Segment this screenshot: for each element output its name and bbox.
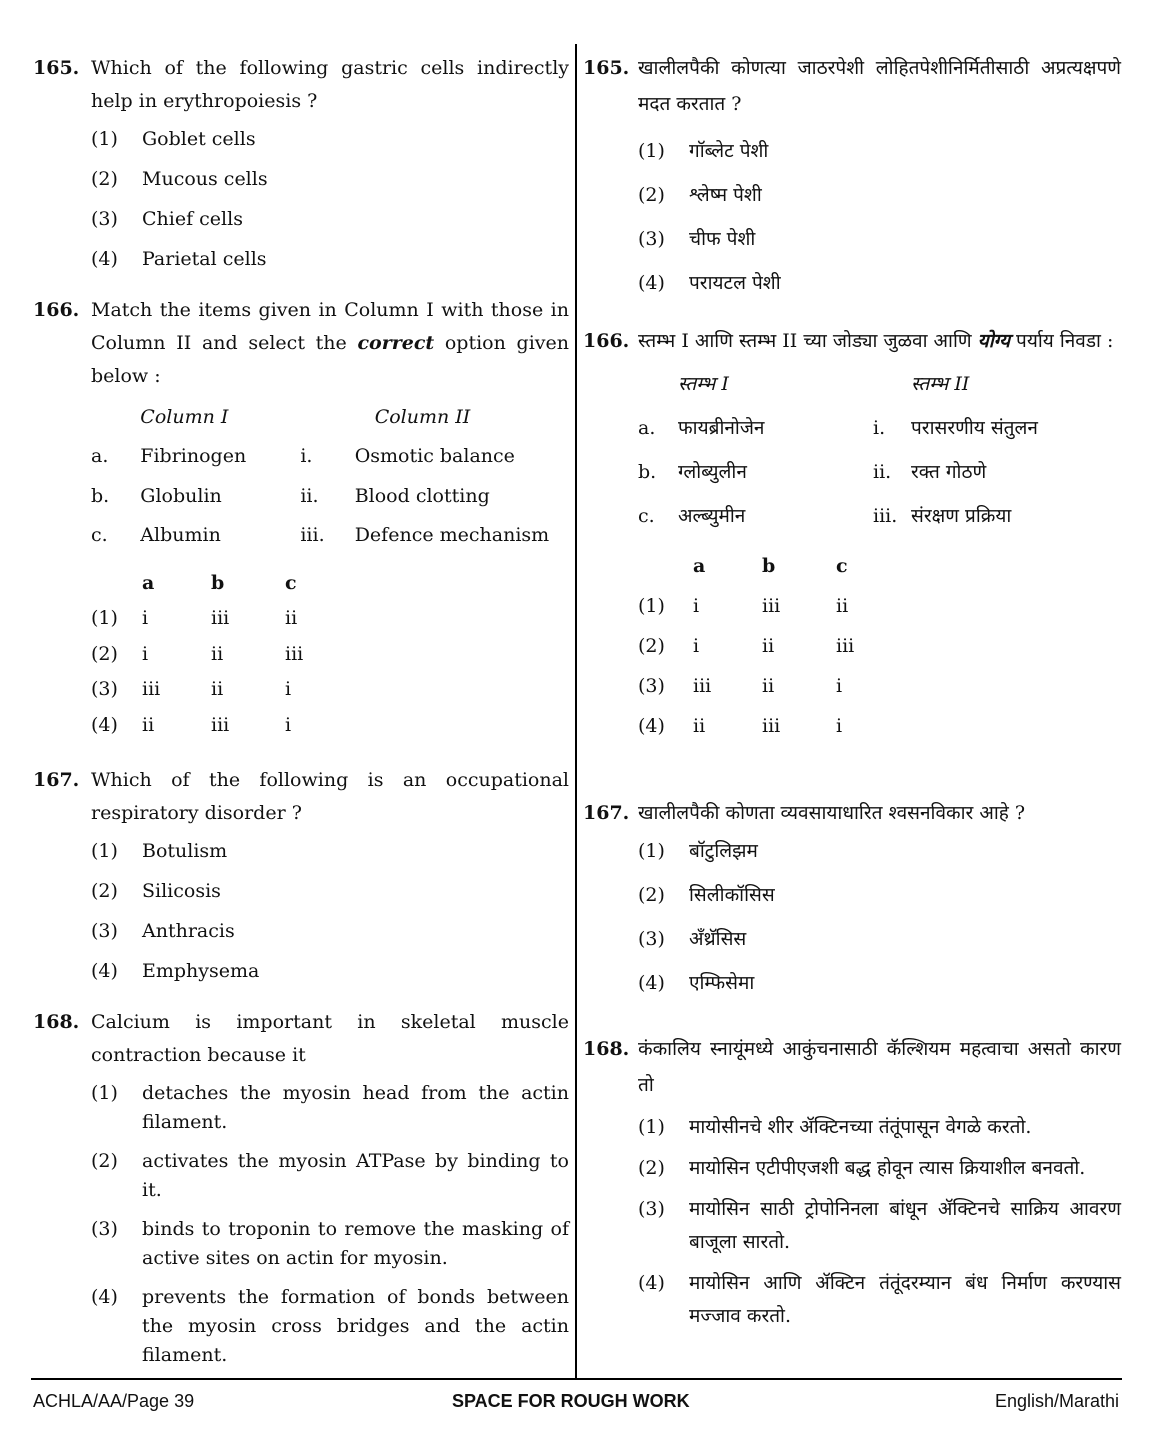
question-167-en	[33, 764, 569, 986]
answer-option: (2) i ii iii	[638, 635, 855, 657]
question-text: Calcium is important in skeletal muscle contraction because it	[91, 1011, 569, 1066]
question-165-en	[33, 52, 569, 274]
option: (2) सिलीकॉसिस	[638, 884, 775, 906]
column-2-header: स्तम्भ II	[911, 373, 970, 395]
answer-option: (3) iii ii i	[638, 675, 843, 697]
answer-option: (1) i iii ii	[91, 607, 298, 629]
option: (3) अँथ्रॅसिस	[638, 928, 747, 950]
option: (3) Anthracis	[91, 920, 235, 942]
question-number: 166.	[33, 299, 80, 321]
match-row: c. Albumin iii. Defence mechanism	[91, 524, 550, 546]
option: (3) binds to troponin to remove the masking of active sites on actin for myosin.	[91, 1218, 569, 1269]
question-text: कंकालिय स्नायूंमध्ये आकुंचनासाठी कॅल्शियम महत्वाचा असतो कारण तो	[638, 1038, 1121, 1096]
question-number: 167.	[33, 769, 80, 791]
option: (1) detaches the myosin head from the actin filament.	[91, 1082, 569, 1133]
option-text: Mucous cells	[142, 168, 268, 190]
option	[91, 125, 569, 154]
question-166-mr	[583, 322, 1121, 747]
match-row: c. अल्ब्युमीन iii. संरक्षण प्रक्रिया	[638, 505, 1012, 527]
option: (4) prevents the formation of bonds between the myosin cross bridges and the actin filament.	[91, 1286, 569, 1366]
option: (1) मायोसीनचे शीर ॲक्टिनच्या तंतूंपासून वेगळे करतो.	[638, 1116, 1032, 1138]
question-number: 165.	[33, 57, 80, 79]
answer-option: (1) i iii ii	[638, 595, 849, 617]
page-id: ACHLA/AA/Page 39	[33, 1391, 195, 1411]
answer-option: (2) i ii iii	[91, 642, 304, 665]
answer-option: (4) ii iii i	[638, 715, 843, 737]
option-key: (1)	[91, 128, 118, 150]
question-text: खालीलपैकी कोणत्या जाठरपेशी लोहितपेशीनिर्मितीसाठी अप्रत्यक्षपणे मदत करतात ?	[638, 57, 1121, 115]
option: (3) मायोसिन साठी ट्रोपोनिनला बांधून ॲक्टिनचे साक्रिय आवरण बाजूला सारतो.	[638, 1198, 1121, 1253]
option: (2) मायोसिन एटीपीएजशी बद्ध होवून त्यास क्रियाशील बनवतो.	[638, 1157, 1086, 1179]
option	[91, 205, 569, 234]
question-167-mr	[583, 795, 1121, 998]
option: (1) बॉटुलिझम	[638, 840, 758, 862]
match-row: b. ग्लोब्युलीन ii. रक्त गोठणे	[638, 461, 987, 483]
option: (3) चीफ पेशी	[638, 228, 756, 250]
question-number: 166.	[583, 330, 630, 352]
question-number: 167.	[583, 802, 630, 824]
option: (1) Botulism	[91, 840, 228, 862]
option-text: Goblet cells	[142, 128, 256, 150]
column-divider	[575, 44, 577, 1378]
option: (2) Silicosis	[91, 880, 221, 902]
option: (4) मायोसिन आणि ॲक्टिन तंतूंदरम्यान बंध निर्माण करण्यास मज्जाव करतो.	[638, 1272, 1121, 1327]
option-text: Chief cells	[142, 208, 243, 230]
column-1-header: स्तम्भ I	[678, 373, 729, 395]
answer-option: (3) iii ii i	[91, 678, 292, 700]
question-text: Which of the following is an occupational respiratory disorder ?	[91, 769, 569, 824]
option-key: (4)	[91, 248, 118, 270]
answer-table: a b c (1) i iii ii (2) i ii iii (3) iii ii i (4) ii iii i	[91, 567, 345, 745]
match-table	[91, 401, 569, 559]
option-key: (2)	[91, 168, 118, 190]
question-text: Which of the following gastric cells indirectly help in erythropoiesis ?	[91, 57, 569, 112]
rough-work-label: SPACE FOR ROUGH WORK	[452, 1391, 690, 1411]
match-row: a. Fibrinogen i. Osmotic balance	[91, 445, 515, 467]
question-165-mr	[583, 50, 1121, 298]
option-key: (3)	[91, 208, 118, 230]
question-168-en	[33, 1006, 569, 1370]
question-text: स्तम्भ I आणि स्तम्भ II च्या जोड्या जुळवा आणि योग्य पर्याय निवडा :	[638, 330, 1114, 352]
answer-table: a b c (1) i iii ii (2) i ii iii (3) iii ii i (4) ii iii i	[638, 547, 896, 747]
option: (4) एम्फिसेमा	[638, 972, 755, 994]
language-label: English/Marathi	[994, 1391, 1119, 1411]
match-row: a. फायब्रीनोजेन i. परासरणीय संतुलन	[638, 417, 1038, 439]
option: (2) श्लेष्म पेशी	[638, 184, 762, 206]
question-number: 165.	[583, 57, 630, 79]
option: (4) Emphysema	[91, 960, 260, 982]
footer-rule	[31, 1378, 1122, 1380]
question-number: 168.	[33, 1011, 80, 1033]
match-row: b. Globulin ii. Blood clotting	[91, 484, 490, 507]
option	[91, 245, 569, 274]
option: (2) activates the myosin ATPase by binding to it.	[91, 1150, 569, 1201]
option	[91, 165, 569, 194]
question-text: Match the items given in Column I with those in Column II and select the correct option given below :	[91, 299, 570, 387]
question-168-mr	[583, 1031, 1121, 1333]
question-number: 168.	[583, 1038, 630, 1060]
column-2-header: Column II	[374, 406, 471, 428]
question-text: खालीलपैकी कोणता व्यवसायाधारित श्वसनविकार आहे ?	[638, 802, 1026, 824]
question-166-en	[33, 294, 569, 744]
option: (4) परायटल पेशी	[638, 272, 781, 294]
column-1-header: Column I	[140, 406, 229, 428]
answer-option: (4) ii iii i	[91, 713, 292, 736]
option-text: Parietal cells	[142, 248, 267, 270]
option: (1) गॉब्लेट पेशी	[638, 140, 769, 162]
match-table	[638, 365, 1121, 541]
